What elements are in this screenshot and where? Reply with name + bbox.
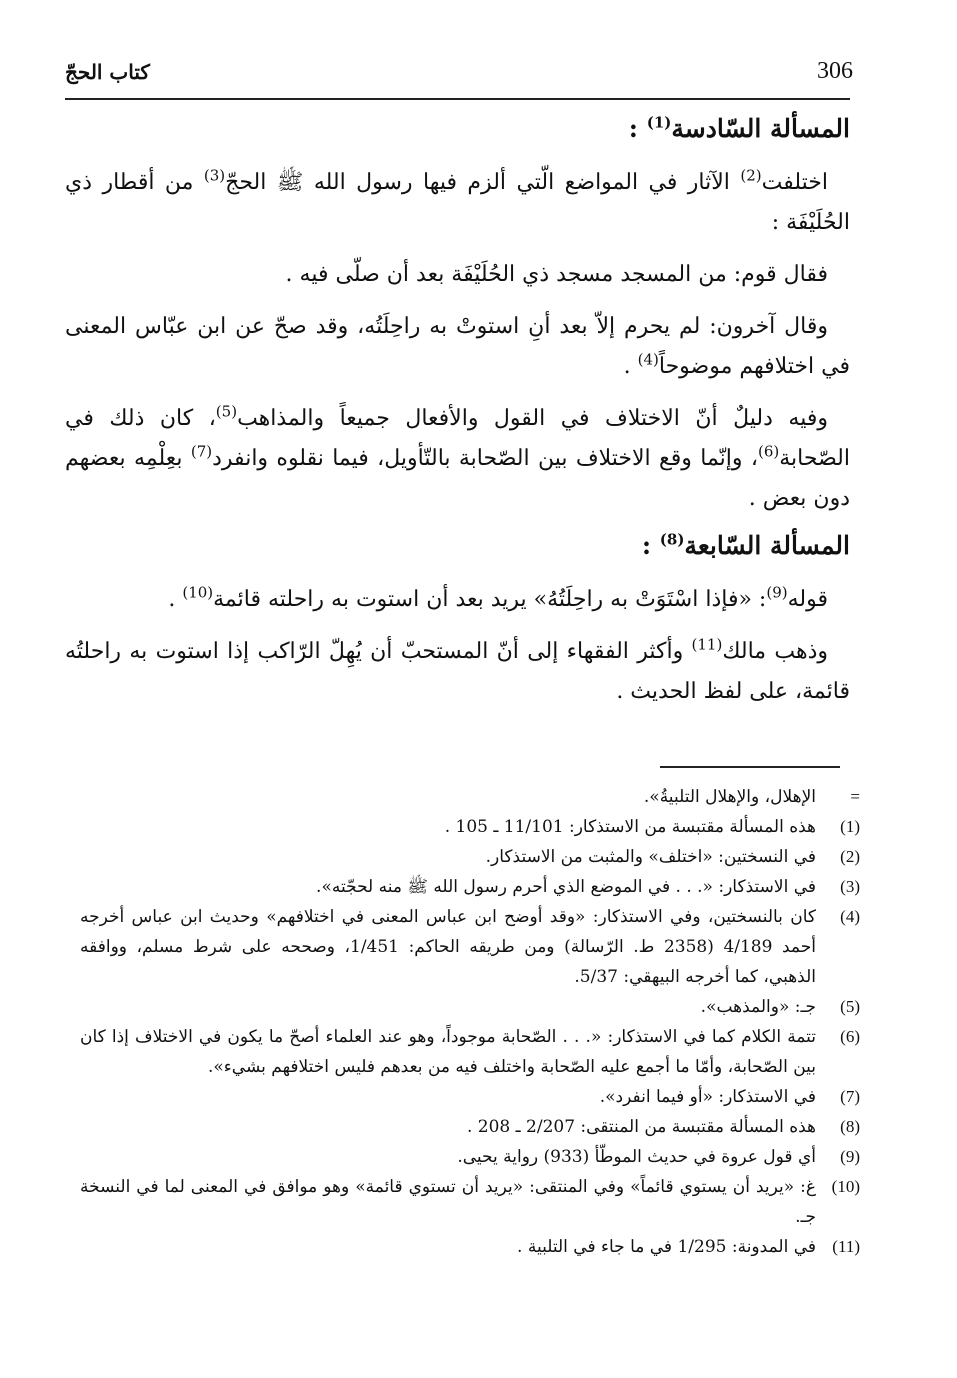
footnote: (5) جـ: «والمذهب». bbox=[700, 997, 860, 1017]
paragraph: اختلفت$^{(2)}$ الآثار في المواضع الّتي ألزم فيها رسول الله ﷺ الحجّ$^{(3)}$ من أقطار ذي الحُلَيْفَة : bbox=[65, 166, 850, 235]
footnote: (11) في المدونة: 1/295 في ما جاء في التلبية . bbox=[517, 1237, 860, 1257]
footnote-ref: (6) bbox=[758, 442, 780, 461]
footnote-ref: (1) bbox=[646, 113, 672, 132]
footnote-ref: (10) bbox=[182, 583, 214, 602]
footnote: (4) كان بالنسختين، وفي الاستذكار: «وقد أوضح ابن عباس المعنى في اختلافهم» وحديث ابن عباس أخرجه أحمد 4/189 (2358 ط. الرّسالة) ومن طريقه الحاكم: 1/451، وصححه على شرط مسلم، ووافقه الذهبي، كما أخرجه البيهقي: 5/37. bbox=[80, 907, 860, 987]
footnote: (2) في النسختين: «اختلف» والمثبت من الاستذكار. bbox=[485, 847, 860, 867]
header-rule bbox=[65, 98, 850, 100]
footnote-ref: (2) bbox=[740, 166, 762, 185]
footnotes bbox=[80, 782, 860, 1262]
footnote-ref: (8) bbox=[659, 530, 685, 549]
section-heading-7: المسألة السّابعة$^{(8)}$ : bbox=[641, 530, 850, 560]
footnote-ref: (3) bbox=[203, 166, 226, 185]
paragraph: وقال آخرون: لم يحرم إلاّ بعد أنِ استوتْ به راحِلَتُه، وقد صحّ عن ابن عبّاس المعنى في اختلافهم موضوحاً$^{(4)}$ . bbox=[65, 314, 850, 379]
footnote: (8) هذه المسألة مقتبسة من المنتقى: 2/207 ـ 208 . bbox=[466, 1117, 860, 1137]
paragraph: وذهب مالك$^{(11)}$ وأكثر الفقهاء إلى أنّ المستحبّ أن يُهِلّ الرّاكب إذا استوت به راحلتُه قائمة، على لفظ الحديث . bbox=[65, 635, 850, 704]
paragraph: وفيه دليلٌ أنّ الاختلاف في القول والأفعال جميعاً والمذاهب$^{(5)}$، كان ذلك في الصّحابة$^{(6)}$، وإنّما وقع الاختلاف بين الصّحابة بالتّأويل، فيما نقلوه وانفرد$^{(7)}$ بعِلْمِه بعضهم دون بعض . bbox=[65, 402, 850, 511]
footnote-separator bbox=[660, 766, 840, 768]
footnote-ref: (9) bbox=[766, 583, 788, 602]
running-header bbox=[65, 58, 853, 94]
main-text bbox=[65, 108, 850, 724]
section-heading-6: المسألة السّادسة$^{(1)}$ : bbox=[628, 113, 850, 143]
page-number: 306 bbox=[817, 58, 853, 84]
book-title: كتاب الحجّ bbox=[65, 60, 150, 84]
footnote-ref: (4) bbox=[637, 350, 659, 369]
footnote: (7) في الاستذكار: «أو فيما انفرد». bbox=[599, 1087, 860, 1107]
footnote-ref: (11) bbox=[691, 635, 723, 654]
footnote-ref: (7) bbox=[190, 442, 213, 461]
footnote: (10) غ: «يريد أن يستوي قائماً» وفي المنتقى: «يريد أن تستوي قائمة» وهو موافق في المعنى لما في النسخة جـ. bbox=[80, 1177, 860, 1227]
footnote-continuation: = الإهلال، والإهلال التلبيةُ». bbox=[643, 787, 860, 807]
footnote: (9) أي قول عروة في حديث الموطّأ (933) رواية يحيى. bbox=[457, 1147, 860, 1167]
footnote: (1) هذه المسألة مقتبسة من الاستذكار: 11/101 ـ 105 . bbox=[444, 817, 860, 837]
footnote: (6) تتمة الكلام كما في الاستذكار: «. . . الصّحابة موجوداً، وهو عند العلماء أصحّ ما يكون في الاختلاف إذا كان بين الصّحابة، وأمّا ما أجمع عليه الصّحابة واختلف فيه من بعدهم فليس اختلافهم بشيء». bbox=[80, 1027, 860, 1077]
footnote: (3) في الاستذكار: «. . . في الموضع الذي أحرم رسول الله ﷺ منه لحجّته». bbox=[316, 877, 860, 897]
footnote-ref: (5) bbox=[215, 402, 238, 421]
paragraph: فقال قوم: من المسجد مسجد ذي الحُلَيْفَة بعد أن صلّى فيه . bbox=[285, 262, 828, 287]
paragraph: قوله$^{(9)}$: «فإذا اسْتَوَتْ به راحِلَتُهُ» يريد بعد أن استوت به راحلته قائمة$^{(10)}$ . bbox=[168, 583, 828, 612]
